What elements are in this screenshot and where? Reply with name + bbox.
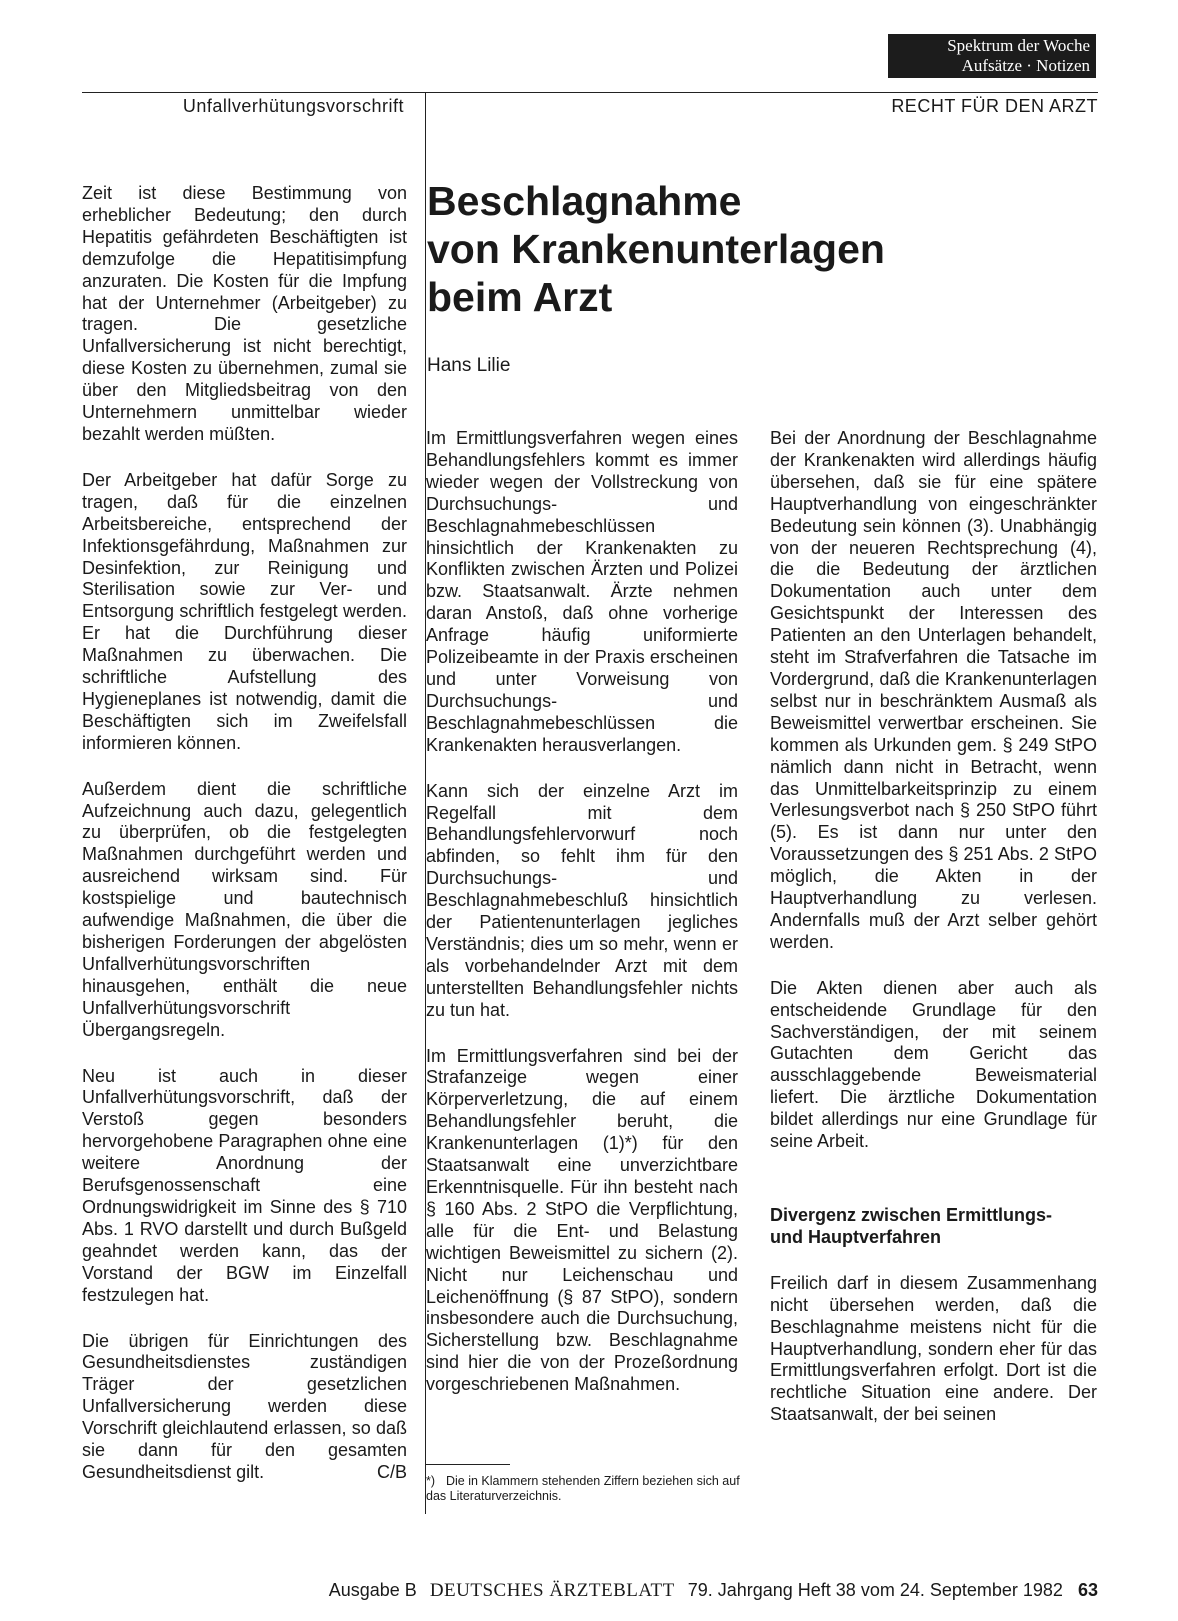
article-author: Hans Lilie xyxy=(427,355,511,376)
footnote xyxy=(426,1474,742,1504)
column-left xyxy=(82,183,407,1508)
paragraph: Der Arbeitgeber hat dafür Sorge zu tragen, daß für die einzelnen Arbeitsbereiche, entsprechend der Infektionsgefährdung, Maßnahmen zur Desinfektion, zur Reinigung und Sterilisation sowie zur Ver- und Entsorgung schriftlich festgelegt werden. Er hat die Durchführung dieser Maßnahmen zu überwachen. Die schriftliche Aufstellung des Hygieneplanes ist notwendig, damit die Beschäftigten sich im Zweifelsfall informieren können. xyxy=(82,469,407,753)
title-line: beim Arzt xyxy=(427,274,613,320)
paragraph: Außerdem dient die schriftliche Aufzeichnung auch dazu, gelegentlich zu überprüfen, ob die festgelegten Maßnahmen durchgeführt werden und ausreichend wirksam sind. Für kostspielige und bautechnisch aufwendige Maßnahmen, die über die bisherigen Forderungen der abgelösten Unfallverhütungsvorschriften hinausgehen, enthält die neue Unfallverhütungsvorschrift Übergangsregeln. xyxy=(82,778,407,1040)
section-subheading xyxy=(770,1205,1097,1249)
footnote-rule xyxy=(426,1464,510,1465)
running-head-right: RECHT FÜR DEN ARZT xyxy=(891,96,1098,116)
column-right xyxy=(770,428,1097,1450)
paragraph-last xyxy=(82,1331,407,1484)
footnote-text: Die in Klammern stehenden Ziffern beziehen sich auf das Literaturverzeichnis. xyxy=(426,1474,740,1503)
footer-issue: 79. Jahrgang Heft 38 vom 24. September 1982 xyxy=(687,1580,1063,1600)
article-title xyxy=(427,177,1067,321)
spacer xyxy=(770,1177,1097,1205)
column-middle xyxy=(426,428,738,1420)
paragraph-text: Die übrigen für Einrichtungen des Gesundheitsdienstes zuständigen Träger der gesetzlichen Unfallversicherung werden diese Vorschrift gleichlautend erlassen, so daß sie dann für den gesamten Gesundheitsdienst gilt. xyxy=(82,1330,407,1482)
subheading-line: und Hauptverfahren xyxy=(770,1226,942,1247)
footer-edition: Ausgabe B xyxy=(328,1580,417,1600)
paragraph: Im Ermittlungsverfahren wegen eines Behandlungsfehlers kommt es immer wieder wegen der Vollstreckung von Durchsuchungs- und Beschlagnahmebeschlüssen hinsichtlich der Krankenakten zu Konflikten zwischen Ärzten und Polizei bzw. Staatsanwalt. Ärzte nehmen daran Anstoß, daß ohne vorherige Anfrage häufig uniformierte Polizeibeamte in der Praxis erscheinen und unter Vorweisung von Durchsuchungs- und Beschlagnahmebeschlüssen die Krankenakten herausverlangen. xyxy=(426,428,738,755)
section-label-line2: Aufsätze · Notizen xyxy=(961,56,1090,75)
title-line: von Krankenunterlagen xyxy=(427,226,885,272)
page-footer xyxy=(224,1580,1098,1602)
header-rule xyxy=(82,92,1098,93)
footer-journal: DEUTSCHES ÄRZTEBLATT xyxy=(429,1580,675,1601)
running-head-left: Unfallverhütungsvorschrift xyxy=(182,96,404,116)
page-number: 63 xyxy=(1077,1580,1098,1600)
paragraph: Neu ist auch in dieser Unfallverhütungsvorschrift, daß der Verstoß gegen besonders hervorgehobene Paragraphen ohne eine weitere Anordnung der Berufsgenossenschaft eine Ordnungswidrigkeit im Sinne des § 710 Abs. 1 RVO darstellt und durch Bußgeld geahndet werden kann, das der Vorstand der BGW im Einzelfall festzulegen hat. xyxy=(82,1065,407,1305)
title-line: Beschlagnahme xyxy=(427,178,742,224)
paragraph: Zeit ist diese Bestimmung von erheblicher Bedeutung; den durch Hepatitis gefährdeten Beschäftigten ist demzufolge die Hepatitisimpfung anzuraten. Die Kosten für die Impfung hat der Unternehmer (Arbeitgeber) zu tragen. Die gesetzliche Unfallversicherung ist nicht berechtigt, diese Kosten zu übernehmen, zumal sie über den Mitgliedsbeitrag von den Unternehmern unmittelbar wieder bezahlt werden müßten. xyxy=(82,183,407,444)
subheading-line: Divergenz zwischen Ermittlungs- xyxy=(770,1205,1053,1225)
paragraph: Freilich darf in diesem Zusammenhang nicht übersehen werden, daß die Beschlagnahme meistens nicht für die Hauptverhandlung, sondern eher für das Ermittlungsverfahren erfolgt. Dort ist die rechtliche Situation eine andere. Der Staatsanwalt, der bei seinen xyxy=(770,1272,1097,1425)
section-label-line1: Spektrum der Woche xyxy=(947,36,1090,55)
section-label-box xyxy=(888,34,1096,78)
paragraph: Kann sich der einzelne Arzt im Regelfall mit dem Behandlungsfehlervorwurf noch abfinden, so fehlt ihm für den Durchsuchungs- und Beschlagnahmebeschluß hinsichtlich der Patientenunterlagen jegliches Verständnis; dies um so mehr, wenn er als vorbehandelnder Arzt mit dem unterstellten Behandlungsfehler nichts zu tun hat. xyxy=(426,780,738,1020)
footnote-mark: *) xyxy=(426,1474,436,1488)
paragraph: Bei der Anordnung der Beschlagnahme der Krankenakten wird allerdings häufig übersehen, daß sie für eine spätere Hauptverhandlung von eingeschränkter Bedeutung sein können (3). Unabhängig von der neueren Rechtsprechung (4), die die Bedeutung der ärztlichen Dokumentation auch unter dem Gesichtspunkt der Interessen des Patienten an den Unterlagen behandelt, steht im Strafverfahren die Tatsache im Vordergrund, daß die Krankenunterlagen selbst nur in beschränktem Ausmaß als Beweismittel verwertbar erscheinen. Sie kommen als Urkunden gem. § 249 StPO nämlich dann nicht in Betracht, wenn das Unmittelbarkeitsprinzip zu einem Verlesungsverbot nach § 250 StPO führt (5). Es ist dann nur unter den Voraussetzungen des § 251 Abs. 2 StPO möglich, die Akten in der Hauptverhandlung zu verlesen. Andernfalls muß der Arzt selber gehört werden. xyxy=(770,428,1097,952)
author-signature: C/B xyxy=(376,1461,407,1482)
paragraph: Die Akten dienen aber auch als entscheidende Grundlage für den Sachverständigen, der mit seinem Gutachten dem Gericht das ausschlaggebende Beweismaterial liefert. Die ärztliche Dokumentation bildet allerdings nur eine Grundlage für seine Arbeit. xyxy=(770,977,1097,1152)
paragraph: Im Ermittlungsverfahren sind bei der Strafanzeige wegen einer Körperverletzung, die auf einem Behandlungsfehler beruht, die Krankenunterlagen (1)*) für den Staatsanwalt eine unverzichtbare Erkenntnisquelle. Für ihn besteht nach § 160 Abs. 2 StPO die Verpflichtung, alle für die Ent- und Belastung wichtigen Beweismittel zu sichern (2). Nicht nur Leichenschau und Leichenöffnung (§ 87 StPO), sondern insbesondere auch die Durchsuchung, Sicherstellung bzw. Beschlagnahme sind hier die von der Prozeßordnung vorgeschriebenen Maßnahmen. xyxy=(426,1045,738,1395)
